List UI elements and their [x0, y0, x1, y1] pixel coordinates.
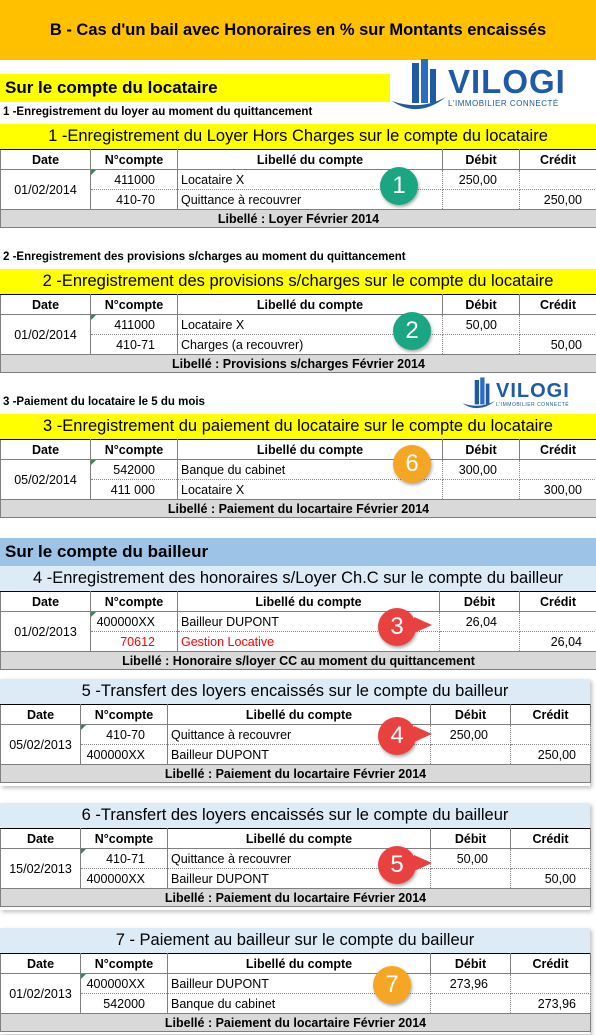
step-badge-3: 3	[378, 608, 416, 646]
logo-wordmark: VILOGI	[448, 62, 566, 100]
entry-6-title: 6 -Transfert des loyers encaissés sur le compte du bailleur	[0, 803, 590, 828]
header-credit: Crédit	[511, 705, 591, 725]
journal-entry-6	[0, 828, 591, 907]
account-number: 411 000	[91, 480, 178, 500]
account-label: Quittance à recouvrer	[178, 190, 443, 210]
debit-value	[431, 745, 511, 765]
table-row	[1, 869, 591, 889]
header-compte: N°compte	[81, 705, 168, 725]
entry-7-title: 7 - Paiement au bailleur sur le compte du bailleur	[0, 928, 590, 953]
logo-wordmark: VILOGI	[496, 379, 570, 402]
table-row	[1, 315, 596, 335]
header-libelle: Libellé du compte	[168, 829, 431, 849]
debit-value: 250,00	[443, 170, 520, 190]
account-number: 542000	[81, 994, 168, 1014]
table-row	[1, 994, 591, 1014]
account-label: Gestion Locative	[178, 632, 440, 652]
arrow-icon	[414, 855, 432, 871]
account-label: Banque du cabinet	[168, 994, 431, 1014]
header-compte: N°compte	[81, 829, 168, 849]
debit-value: 26,04	[440, 612, 520, 632]
header-libelle: Libellé du compte	[168, 705, 431, 725]
debit-value	[443, 335, 520, 355]
page-banner-title: B - Cas d'un bail avec Honoraires en % sur Montants encaissés	[0, 0, 596, 60]
account-label: Locataire X	[178, 480, 443, 500]
note-3: 3 -Paiement du locataire le 5 du mois	[3, 396, 205, 408]
header-libelle: Libellé du compte	[178, 440, 443, 460]
header-debit: Débit	[443, 150, 520, 170]
logo-tagline: L'IMMOBILIER CONNECTÉ	[496, 401, 570, 408]
account-number: 70612	[91, 632, 178, 652]
step-badge-5: 5	[378, 846, 416, 884]
entry-date: 01/02/2014	[1, 170, 91, 210]
header-date: Date	[1, 829, 81, 849]
step-badge-6: 6	[393, 445, 431, 483]
credit-value	[520, 612, 596, 632]
note-1: 1 -Enregistrement du loyer au moment du quittancement	[3, 106, 313, 118]
account-number: 400000XX	[81, 869, 168, 889]
account-label: Bailleur DUPONT	[178, 612, 440, 632]
header-compte: N°compte	[81, 954, 168, 974]
debit-value	[440, 632, 520, 652]
credit-value	[511, 849, 591, 869]
header-libelle: Libellé du compte	[178, 295, 443, 315]
debit-value: 300,00	[443, 460, 520, 480]
account-number: 411000	[91, 170, 178, 190]
table-row	[1, 335, 596, 355]
credit-value	[520, 170, 596, 190]
account-number: 400000XX	[81, 974, 168, 994]
header-date: Date	[1, 150, 91, 170]
journal-entry-1	[0, 149, 596, 228]
table-row	[1, 612, 596, 632]
debit-value: 50,00	[431, 849, 511, 869]
table-row	[1, 745, 591, 765]
debit-value: 50,00	[443, 315, 520, 335]
header-debit: Débit	[431, 829, 511, 849]
debit-value	[443, 190, 520, 210]
header-compte: N°compte	[91, 592, 178, 612]
header-debit: Débit	[443, 440, 520, 460]
header-credit: Crédit	[520, 440, 596, 460]
arrow-icon	[414, 617, 432, 633]
header-libelle: Libellé du compte	[168, 954, 431, 974]
step-badge-7: 7	[373, 966, 411, 1004]
account-label: Banque du cabinet	[178, 460, 443, 480]
account-number: 410-71	[81, 849, 168, 869]
step-badge-4: 4	[378, 717, 416, 755]
header-credit: Crédit	[520, 295, 596, 315]
account-label: Charges (a recouvrer)	[178, 335, 443, 355]
entry-1-title: 1 -Enregistrement du Loyer Hors Charges sur le compte du locataire	[0, 124, 596, 149]
debit-value	[431, 994, 511, 1014]
header-date: Date	[1, 954, 81, 974]
entry-5-title: 5 -Transfert des loyers encaissés sur le compte du bailleur	[0, 679, 590, 704]
credit-value: 250,00	[520, 190, 596, 210]
entry-footer: Libellé : Paiement du locartaire Février 2014	[1, 500, 596, 518]
account-label: Bailleur DUPONT	[168, 869, 431, 889]
debit-value	[443, 480, 520, 500]
header-date: Date	[1, 440, 91, 460]
header-date: Date	[1, 295, 91, 315]
table-row	[1, 460, 596, 480]
step-badge-2: 2	[393, 312, 431, 350]
building-logo-icon	[460, 376, 498, 412]
entry-2-title: 2 -Enregistrement des provisions s/charges sur le compte du locataire	[0, 269, 596, 294]
journal-entry-4	[0, 591, 596, 670]
entry-date: 01/02/2014	[1, 315, 91, 355]
account-number: 410-70	[91, 190, 178, 210]
credit-value: 50,00	[511, 869, 591, 889]
journal-entry-7	[0, 953, 591, 1032]
account-number: 400000XX	[81, 745, 168, 765]
entry-date: 05/02/2014	[1, 460, 91, 500]
account-label: Bailleur DUPONT	[168, 745, 431, 765]
note-2: 2 -Enregistrement des provisions s/charges au moment du quittancement	[3, 251, 406, 263]
entry-date: 05/02/2013	[1, 725, 81, 765]
debit-value	[431, 869, 511, 889]
entry-footer: Libellé : Loyer Février 2014	[1, 210, 596, 228]
table-row	[1, 480, 596, 500]
credit-value: 273,96	[511, 994, 591, 1014]
header-credit: Crédit	[511, 954, 591, 974]
vilogi-logo	[388, 57, 596, 115]
logo-tagline: L'IMMOBILIER CONNECTÉ	[448, 98, 559, 108]
table-row	[1, 170, 596, 190]
account-label: Locataire X	[178, 315, 443, 335]
step-badge-1: 1	[380, 167, 418, 205]
credit-value	[511, 725, 591, 745]
entry-date: 15/02/2013	[1, 849, 81, 889]
credit-value: 26,04	[520, 632, 596, 652]
credit-value: 300,00	[520, 480, 596, 500]
credit-value	[511, 974, 591, 994]
arrow-icon	[414, 726, 432, 742]
entry-footer: Libellé : Provisions s/charges Février 2014	[1, 355, 596, 373]
header-credit: Crédit	[511, 829, 591, 849]
account-label: Quittance à recouvrer	[168, 725, 431, 745]
journal-entry-3	[0, 439, 596, 518]
header-libelle: Libellé du compte	[178, 150, 443, 170]
table-row	[1, 632, 596, 652]
header-debit: Débit	[440, 592, 520, 612]
entry-date: 01/02/2013	[1, 612, 91, 652]
table-row	[1, 725, 591, 745]
journal-entry-2	[0, 294, 596, 373]
header-debit: Débit	[431, 705, 511, 725]
header-credit: Crédit	[520, 592, 596, 612]
debit-value: 273,96	[431, 974, 511, 994]
account-number: 400000XX	[91, 612, 178, 632]
entry-date: 01/02/2013	[1, 974, 81, 1014]
header-credit: Crédit	[520, 150, 596, 170]
journal-entry-5	[0, 704, 591, 783]
section-title-bailleur: Sur le compte du bailleur	[0, 538, 596, 566]
table-row	[1, 190, 596, 210]
entry-3-title: 3 -Enregistrement du paiement du locataire sur le compte du locataire	[0, 414, 596, 439]
entry-footer: Libellé : Paiement du locartaire Février 2014	[1, 765, 591, 783]
header-compte: N°compte	[91, 150, 178, 170]
header-compte: N°compte	[91, 295, 178, 315]
building-logo-icon	[388, 57, 450, 115]
account-label: Locataire X	[178, 170, 443, 190]
table-row	[1, 974, 591, 994]
account-label: Bailleur DUPONT	[168, 974, 431, 994]
entry-footer: Libellé : Honoraire s/loyer CC au moment du quittancement	[1, 652, 596, 670]
account-label: Quittance à recouvrer	[168, 849, 431, 869]
header-compte: N°compte	[91, 440, 178, 460]
entry-footer: Libellé : Paiement du locartaire Février 2014	[1, 1014, 591, 1032]
debit-value: 250,00	[431, 725, 511, 745]
header-date: Date	[1, 705, 81, 725]
account-number: 542000	[91, 460, 178, 480]
account-number: 411000	[91, 315, 178, 335]
section-title-locataire: Sur le compte du locataire	[0, 74, 390, 102]
credit-value	[520, 460, 596, 480]
header-debit: Débit	[443, 295, 520, 315]
entry-footer: Libellé : Paiement du locartaire Février 2014	[1, 889, 591, 907]
table-row	[1, 849, 591, 869]
entry-4-title: 4 -Enregistrement des honoraires s/Loyer Ch.C sur le compte du bailleur	[0, 566, 596, 591]
vilogi-logo-small	[460, 375, 590, 413]
account-number: 410-71	[91, 335, 178, 355]
header-libelle: Libellé du compte	[178, 592, 440, 612]
header-debit: Débit	[431, 954, 511, 974]
header-date: Date	[1, 592, 91, 612]
credit-value: 250,00	[511, 745, 591, 765]
credit-value: 50,00	[520, 335, 596, 355]
account-number: 410-70	[81, 725, 168, 745]
credit-value	[520, 315, 596, 335]
